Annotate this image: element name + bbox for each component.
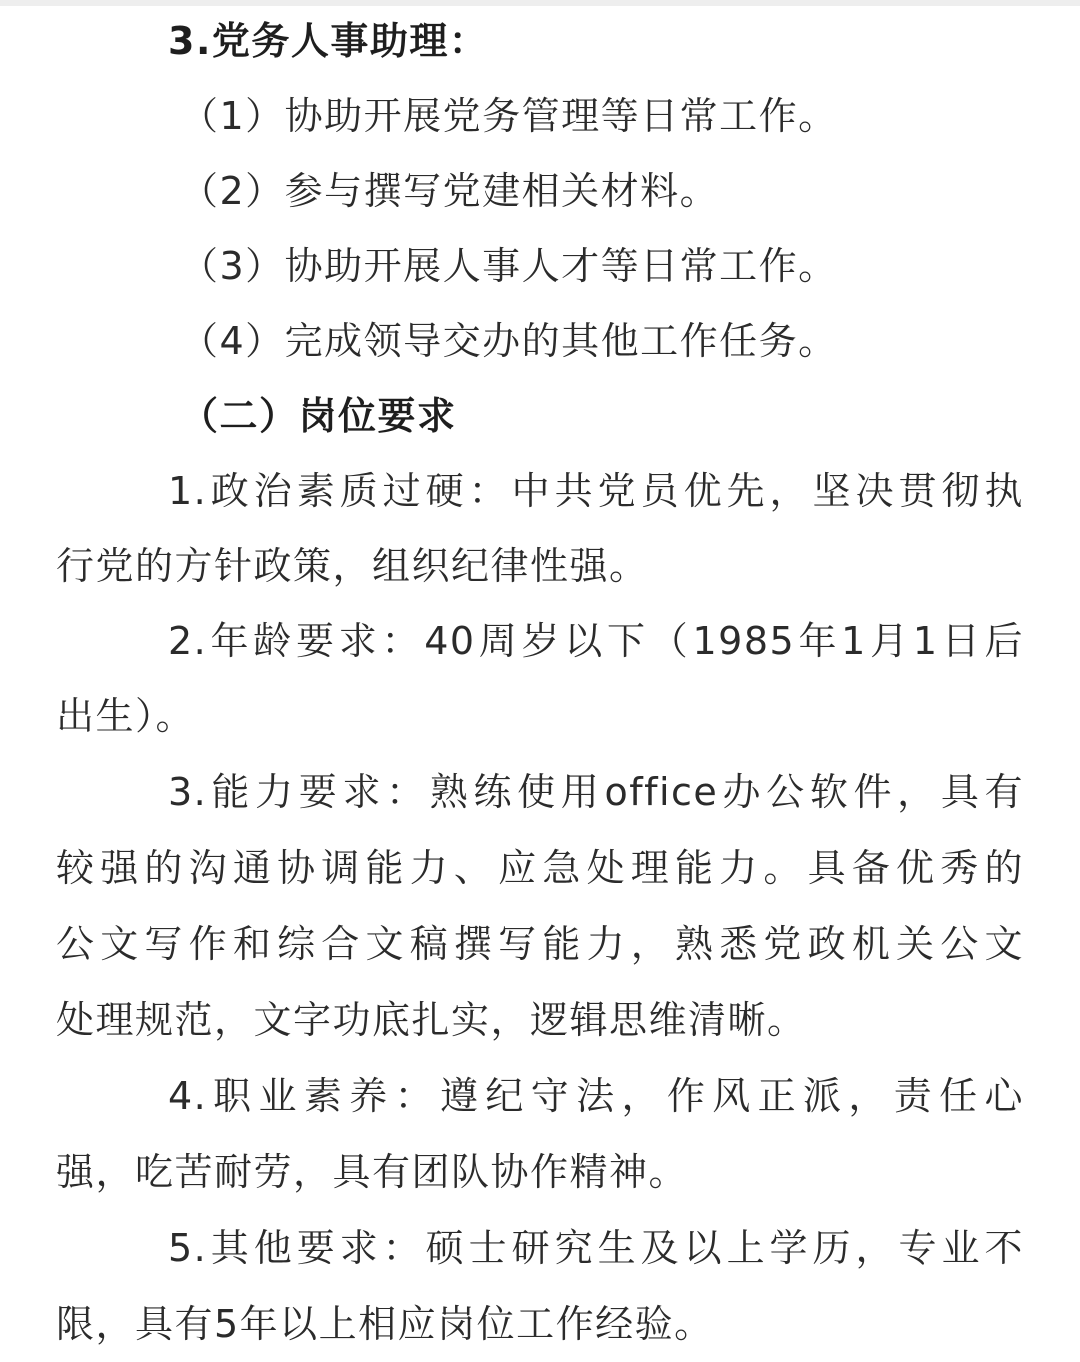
requirement-3-line-4: 处理规范，文字功底扎实，逻辑思维清晰。 [56,998,807,1042]
requirement-2-line-2: 出生）。 [56,694,196,738]
requirement-5-line-2: 限，具有5年以上相应岗位工作经验。 [56,1302,714,1346]
duty-item-3: （3）协助开展人事人才等日常工作。 [180,244,838,288]
requirement-3-line-2: 较强的沟通协调能力、应急处理能力。具备优秀的 [56,846,1024,890]
duty-item-1: （1）协助开展党务管理等日常工作。 [180,94,838,138]
top-divider [0,0,1080,6]
requirement-1-line-2: 行党的方针政策，组织纪律性强。 [56,544,649,588]
requirement-4-line-1: 4.职业素养：遵纪守法，作风正派，责任心 [168,1074,1024,1118]
requirement-3-line-3: 公文写作和综合文稿撰写能力，熟悉党政机关公文 [56,922,1024,966]
duty-item-2: （2）参与撰写党建相关材料。 [180,169,720,213]
requirement-1-line-1: 1.政治素质过硬：中共党员优先，坚决贯彻执 [168,469,1024,513]
requirement-3-line-1: 3.能力要求：熟练使用office办公软件，具有 [168,770,1024,814]
requirement-2-line-1: 2.年龄要求：40周岁以下（1985年1月1日后 [168,619,1024,663]
section-heading: 3.党务人事助理： [168,19,489,63]
duty-item-4: （4）完成领导交办的其他工作任务。 [180,319,838,363]
requirement-4-line-2: 强，吃苦耐劳，具有团队协作精神。 [56,1150,689,1194]
requirement-5-line-1: 5.其他要求：硕士研究生及以上学历，专业不 [168,1226,1024,1270]
requirements-heading: （二）岗位要求 [180,394,457,438]
